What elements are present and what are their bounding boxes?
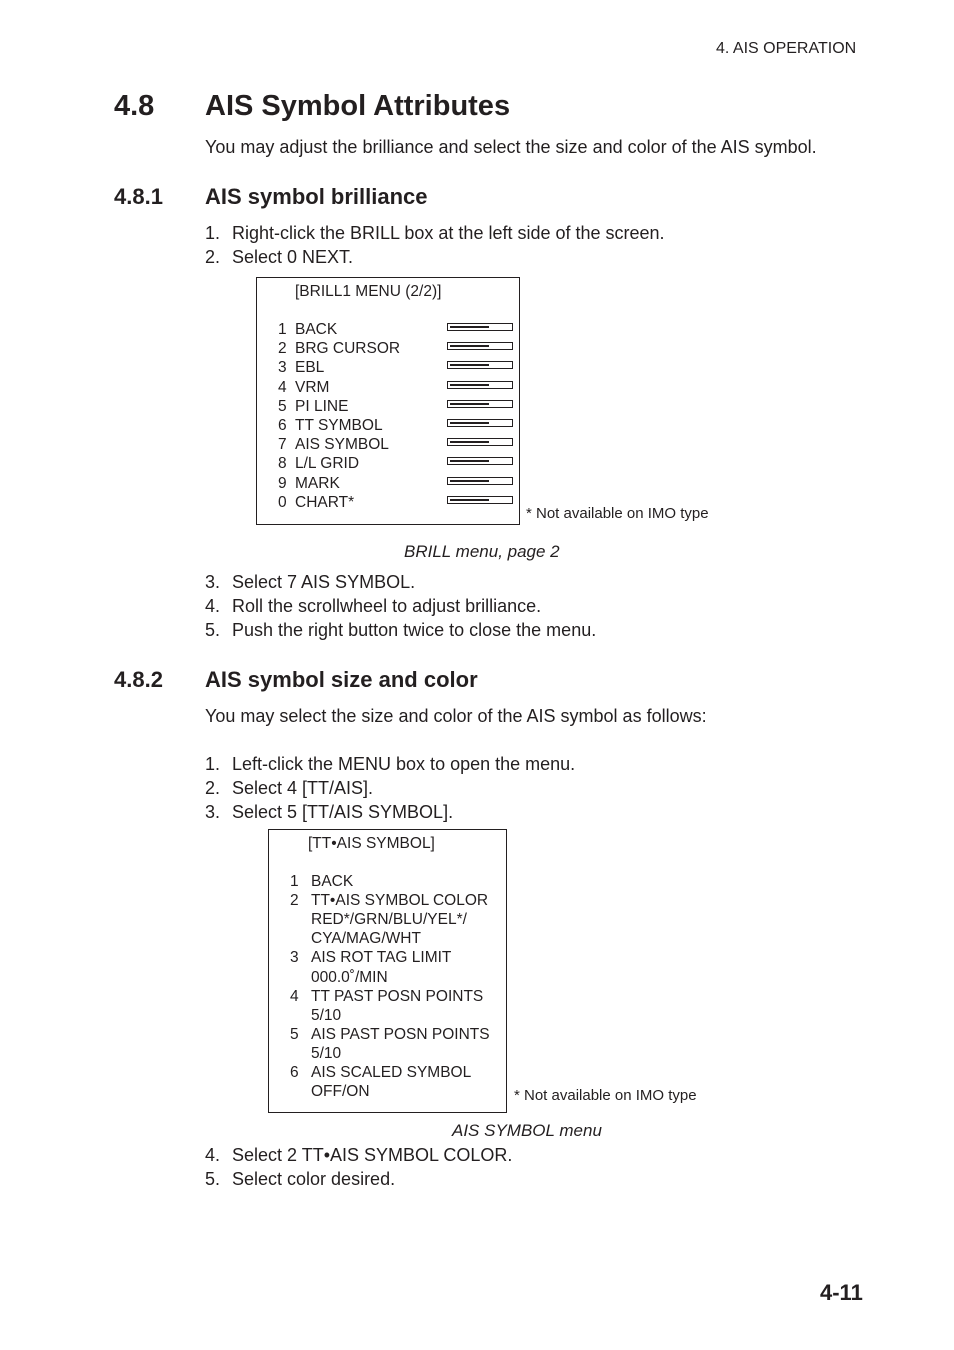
- step-item: [205, 596, 541, 617]
- brill-menu-item-label: BACK: [295, 321, 338, 338]
- brill-level-bar: [447, 419, 513, 427]
- step-item: [205, 754, 575, 775]
- brill-level-bar: [447, 361, 513, 369]
- brill-menu-item-label: PI LINE: [295, 397, 349, 415]
- ais-menu-item-label: TT•AIS SYMBOL COLOR: [311, 892, 489, 910]
- brill-menu-title: [BRILL1 MENU (2/2)]: [295, 283, 442, 300]
- ais-menu-item-options: RED*/GRN/BLU/YEL*/: [311, 911, 467, 929]
- step-item: [205, 1169, 395, 1190]
- brill-menu-item-label: EBL: [295, 359, 325, 377]
- step-item: [205, 572, 415, 593]
- step-number: 5.: [205, 1169, 221, 1189]
- step-number: 3.: [205, 802, 221, 822]
- brill-menu-caption: BRILL menu, page 2: [404, 542, 560, 561]
- brill-level-fill: [450, 480, 489, 482]
- brill-menu-item-number: 0: [278, 493, 287, 511]
- brill-level-fill: [450, 403, 489, 405]
- brill-level-fill: [450, 364, 489, 366]
- brill-level-fill: [450, 326, 489, 328]
- brill-menu-figure: [256, 277, 520, 525]
- section-title: AIS Symbol Attributes: [205, 90, 511, 122]
- brill-menu-item-label: AIS SYMBOL: [295, 436, 389, 454]
- brill-menu-item-label: TT SYMBOL: [295, 417, 383, 434]
- ais-menu-item-options: 000.0˚/MIN: [311, 968, 388, 986]
- step-text: Select color desired.: [232, 1169, 396, 1189]
- step-text: Select 7 AIS SYMBOL.: [232, 572, 416, 592]
- step-item: [205, 1145, 512, 1166]
- step-item: [205, 223, 665, 244]
- brill-menu-item-number: 4: [278, 378, 287, 396]
- subsection-title-2: AIS symbol size and color: [205, 667, 478, 692]
- brill-level-bar: [447, 457, 513, 465]
- brill-menu-item-label: BRG CURSOR: [295, 340, 401, 358]
- ais-menu-item-number: 1: [290, 873, 299, 890]
- step-number: 1.: [205, 223, 221, 243]
- brill-menu-item-number: 7: [278, 436, 287, 454]
- step-text: Select 0 NEXT.: [232, 247, 354, 267]
- brill-level-bar: [447, 438, 513, 446]
- brill-menu-item-label: CHART*: [295, 493, 355, 511]
- ais-symbol-menu-note: * Not available on IMO type: [514, 1087, 697, 1104]
- brill-level-fill: [450, 441, 489, 443]
- step-text: Left-click the MENU box to open the menu.: [232, 754, 576, 774]
- brill-level-fill: [450, 384, 489, 386]
- brill-level-bar: [447, 381, 513, 389]
- brill-menu-item-number: 5: [278, 397, 287, 415]
- brill-menu-item-number: 6: [278, 417, 287, 434]
- step-number: 5.: [205, 620, 221, 640]
- subsection-intro-2: You may select the size and color of the AIS symbol as follows:: [205, 706, 707, 726]
- ais-menu-item-label: TT PAST POSN POINTS: [311, 987, 484, 1005]
- ais-symbol-menu-title: [TT•AIS SYMBOL]: [308, 835, 435, 852]
- brill-level-fill: [450, 422, 489, 424]
- ais-menu-item-number: 4: [290, 987, 299, 1005]
- running-header: 4. AIS OPERATION: [716, 40, 857, 57]
- brill-level-bar: [447, 400, 513, 408]
- subsection-number-2: 4.8.2: [114, 667, 163, 692]
- page-number: 4-11: [820, 1280, 863, 1305]
- brill-menu-item-number: 3: [278, 359, 287, 377]
- step-text: Roll the scrollwheel to adjust brilliance.: [232, 596, 542, 616]
- brill-menu-item-label: L/L GRID: [295, 455, 360, 473]
- step-text: Select 2 TT•AIS SYMBOL COLOR.: [232, 1145, 513, 1165]
- brill-level-bar: [447, 342, 513, 350]
- step-item: [205, 778, 373, 799]
- step-text: Select 4 [TT/AIS].: [232, 778, 374, 798]
- brill-menu-note: * Not available on IMO type: [526, 505, 709, 522]
- step-text: Select 5 [TT/AIS SYMBOL].: [232, 802, 454, 822]
- brill-level-fill: [450, 345, 489, 347]
- ais-symbol-menu-figure: [268, 829, 507, 1113]
- step-number: 2.: [205, 778, 221, 798]
- ais-menu-item-options: 5/10: [311, 1006, 342, 1024]
- section-number: 4.8: [114, 90, 155, 122]
- brill-menu-item-number: 8: [278, 455, 287, 473]
- brill-menu-item-label: MARK: [295, 474, 340, 492]
- ais-menu-item-options: 5/10: [311, 1044, 342, 1062]
- brill-level-bar: [447, 323, 513, 331]
- ais-menu-item-number: 6: [290, 1064, 299, 1081]
- step-text: Right-click the BRILL box at the left side of the screen.: [232, 223, 665, 243]
- ais-menu-item-label: BACK: [311, 873, 354, 890]
- section-intro: You may adjust the brilliance and select the size and color of the AIS symbol.: [205, 137, 817, 157]
- subsection-number-1: 4.8.1: [114, 184, 163, 209]
- step-number: 4.: [205, 596, 221, 616]
- brill-menu-item-number: 9: [278, 474, 287, 492]
- step-text: Push the right button twice to close the menu.: [232, 620, 597, 640]
- brill-level-bar: [447, 496, 513, 504]
- brill-level-fill: [450, 460, 489, 462]
- brill-level-bar: [447, 477, 513, 485]
- brill-menu-item-number: 1: [278, 321, 287, 338]
- step-number: 3.: [205, 572, 221, 592]
- ais-menu-item-number: 2: [290, 892, 299, 910]
- ais-menu-item-number: 3: [290, 949, 299, 967]
- brill-level-fill: [450, 499, 489, 501]
- ais-menu-item-number: 5: [290, 1025, 299, 1043]
- ais-menu-item-options: OFF/ON: [311, 1083, 370, 1101]
- step-item: [205, 247, 353, 268]
- subsection-title-1: AIS symbol brilliance: [205, 184, 428, 209]
- ais-menu-item-label: AIS PAST POSN POINTS: [311, 1025, 490, 1043]
- ais-menu-item-label: AIS ROT TAG LIMIT: [311, 949, 452, 967]
- ais-menu-item-options: CYA/MAG/WHT: [311, 930, 421, 948]
- step-number: 1.: [205, 754, 221, 774]
- step-number: 2.: [205, 247, 221, 267]
- step-item: [205, 802, 453, 823]
- brill-menu-item-number: 2: [278, 340, 287, 358]
- ais-menu-item-label: AIS SCALED SYMBOL: [311, 1064, 472, 1081]
- step-item: [205, 620, 596, 641]
- ais-symbol-menu-caption: AIS SYMBOL menu: [452, 1121, 602, 1140]
- step-number: 4.: [205, 1145, 221, 1165]
- brill-menu-item-label: VRM: [295, 378, 330, 396]
